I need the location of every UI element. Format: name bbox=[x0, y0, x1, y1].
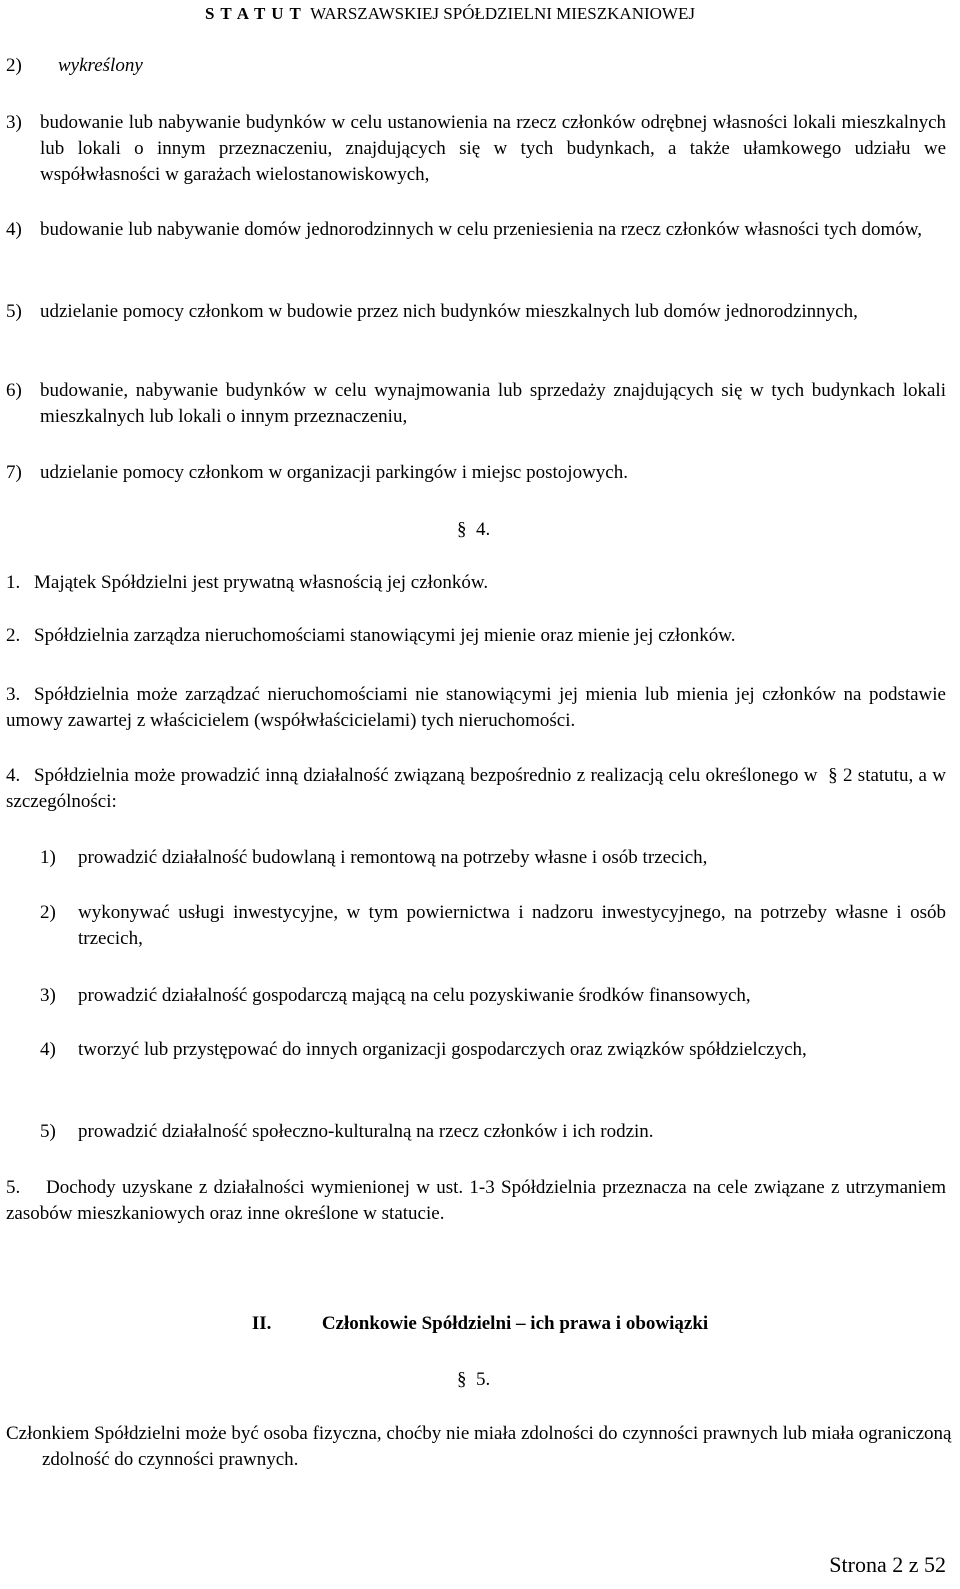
paragraph bbox=[6, 623, 946, 649]
list-item bbox=[6, 378, 946, 430]
item-number: 4) bbox=[6, 219, 22, 240]
item-number: 3) bbox=[6, 112, 22, 133]
section-sign: § bbox=[828, 765, 838, 786]
item-text: prowadzić działalność społeczno-kulturalną na rzecz członków i ich rodzin. bbox=[78, 1121, 654, 1142]
list-item bbox=[40, 900, 946, 952]
chapter-title: Członkowie Spółdzielni – ich prawa i obowiązki bbox=[321, 1313, 709, 1334]
item-text: wykonywać usługi inwestycyjne, w tym powiernictwa i nadzoru inwestycyjnego, na potrzeby własne i osób trzecich, bbox=[78, 902, 946, 949]
paragraph-text: Majątek Spółdzielni jest prywatną własnością jej członków. bbox=[34, 572, 489, 593]
list-item bbox=[40, 1119, 946, 1145]
list-item bbox=[6, 53, 946, 79]
item-text: prowadzić działalność gospodarczą mającą na celu pozyskiwanie środków finansowych, bbox=[78, 985, 751, 1006]
item-text: budowanie lub nabywanie budynków w celu ustanowienia na rzecz członków odrębnej własności lokali mieszkalnych lub lokali o innym przeznaczeniu, znajdujących się w tych budynkach, a także ułamkowego udziału we współwłasności w garażach wielostanowiskowych, bbox=[40, 112, 946, 185]
item-text: wykreślony bbox=[58, 55, 143, 76]
section-number: 4. bbox=[476, 519, 491, 540]
paragraph-text: Spółdzielnia może prowadzić inną działalność związaną bezpośrednio z realizacją celu określonego w bbox=[34, 765, 818, 786]
item-text: prowadzić działalność budowlaną i remontową na potrzeby własne i osób trzecich, bbox=[78, 847, 708, 868]
paragraph-text: Dochody uzyskane z działalności wymienionej w ust. 1-3 Spółdzielnia przeznacza na cele związane z utrzymaniem zasobów mieszkaniowych oraz inne określone w statucie. bbox=[6, 1177, 946, 1224]
header-title: WARSZAWSKIEJ SPÓŁDZIELNI MIESZKANIOWEJ bbox=[310, 4, 695, 23]
list-item bbox=[40, 983, 946, 1009]
paragraph-number: 4. bbox=[6, 765, 21, 786]
paragraph bbox=[6, 1421, 960, 1473]
paragraph-number: 3. bbox=[6, 684, 21, 705]
paragraph-text-continued: 2 statutu, a w szczególności: bbox=[6, 765, 947, 812]
item-text: budowanie, nabywanie budynków w celu wynajmowania lub sprzedaży znajdujących się w tych budynkach lokali mieszkalnych lub lokali o innym przeznaczeniu, bbox=[40, 380, 946, 427]
list-item bbox=[40, 1037, 946, 1063]
paragraph-text: Spółdzielnia może zarządzać nieruchomościami nie stanowiącymi jej mienia lub mienia jej członków na podstawie umowy zawartej z właścicielem (współwłaścicielami) tych nieruchomości. bbox=[6, 684, 946, 731]
item-number: 5) bbox=[6, 301, 22, 322]
page-number: Strona 2 z 52 bbox=[829, 1552, 946, 1577]
chapter-heading bbox=[0, 1311, 960, 1337]
item-number: 2) bbox=[40, 902, 56, 923]
item-number: 5) bbox=[40, 1121, 56, 1142]
item-text: tworzyć lub przystępować do innych organizacji gospodarczych oraz związków spółdzielczych, bbox=[78, 1039, 807, 1060]
paragraph-number: 1. bbox=[6, 572, 21, 593]
item-number: 4) bbox=[40, 1039, 56, 1060]
item-text: udzielanie pomocy członkom w budowie przez nich budynków mieszkalnych lub domów jednorodzinnych, bbox=[40, 301, 858, 322]
section-heading bbox=[457, 517, 490, 543]
paragraph-number: 2. bbox=[6, 625, 21, 646]
paragraph bbox=[6, 1175, 946, 1227]
paragraph-number: 5. bbox=[6, 1177, 21, 1198]
section-heading bbox=[457, 1367, 490, 1393]
item-text: budowanie lub nabywanie domów jednorodzinnych w celu przeniesienia na rzecz członków własności tych domów, bbox=[40, 219, 922, 240]
item-number: 1) bbox=[40, 847, 56, 868]
list-item bbox=[6, 217, 946, 243]
chapter-number: II. bbox=[251, 1313, 272, 1334]
paragraph-text: Członkiem Spółdzielni może być osoba fizyczna, choćby nie miała zdolności do czynności prawnych lub miała ograniczoną zdolność do czynności prawnych. bbox=[6, 1423, 952, 1470]
section-sign: § bbox=[457, 519, 467, 540]
list-item bbox=[40, 845, 946, 871]
section-number: 5. bbox=[476, 1369, 491, 1390]
paragraph bbox=[6, 570, 946, 596]
list-item bbox=[6, 460, 946, 486]
item-text: udzielanie pomocy członkom w organizacji parkingów i miejsc postojowych. bbox=[40, 462, 628, 483]
item-number: 2) bbox=[6, 55, 22, 76]
item-number: 3) bbox=[40, 985, 56, 1006]
paragraph bbox=[6, 763, 946, 815]
list-item bbox=[6, 299, 946, 325]
section-sign: § bbox=[457, 1369, 467, 1390]
page-header bbox=[205, 4, 695, 24]
list-item bbox=[6, 110, 946, 188]
header-prefix: S T A T U T bbox=[205, 4, 302, 23]
paragraph-text: Spółdzielnia zarządza nieruchomościami stanowiącymi jej mienie oraz mienie jej członków. bbox=[34, 625, 736, 646]
paragraph bbox=[6, 682, 946, 734]
item-number: 6) bbox=[6, 380, 22, 401]
item-number: 7) bbox=[6, 462, 22, 483]
